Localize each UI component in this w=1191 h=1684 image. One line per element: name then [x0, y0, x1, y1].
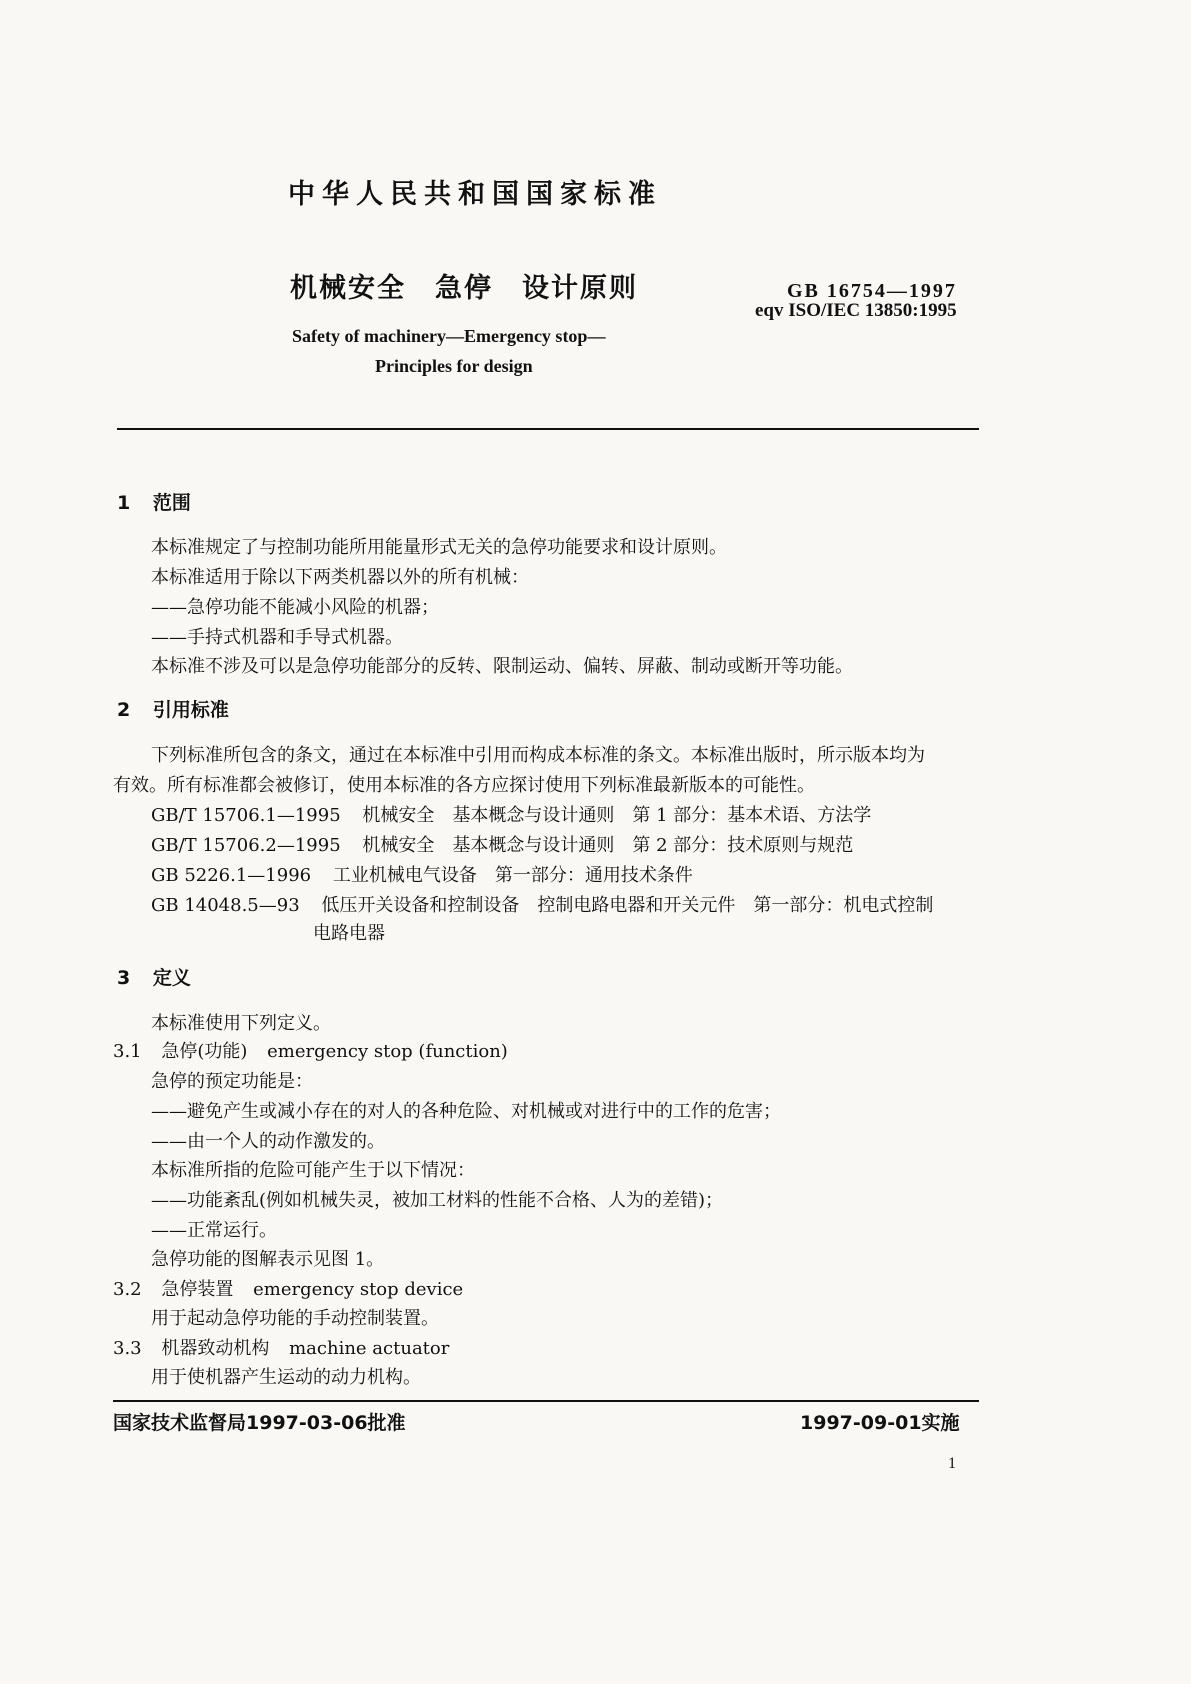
definition-line: 急停的预定功能是： [151, 1071, 313, 1092]
reference-code: GB/T 15706.1—1995 [151, 805, 341, 826]
reference-code: GB 14048.5—93 [151, 895, 300, 916]
section-title: 定义 [152, 967, 191, 989]
list-item: ——急停功能不能减小风险的机器； [151, 597, 439, 618]
reference-title: 低压开关设备和控制设备 控制电路电器和开关元件 第一部分：机电式控制 [321, 895, 934, 916]
list-item: ——手持式机器和手导式机器。 [151, 627, 403, 648]
definition-number: 3.3 [113, 1338, 142, 1359]
section-1-heading [117, 488, 191, 515]
definition-term-cn: 机器致动机构 [161, 1338, 270, 1359]
section-3-heading [117, 963, 191, 990]
section-2-heading [117, 695, 229, 722]
document-title-en-line2: Principles for design [375, 356, 533, 376]
document-title-en-line1: Safety of machinery—Emergency stop— [292, 326, 606, 346]
approval-note: 国家技术监督局1997-03-06批准 [113, 1412, 406, 1434]
reference-title: 机械安全 基本概念与设计通则 第 2 部分：技术原则与规范 [362, 835, 854, 856]
section-number: 1 [117, 492, 131, 514]
definition-line: ——避免产生或减小存在的对人的各种危险、对机械或对进行中的工作的危害； [151, 1101, 781, 1122]
paragraph: 本标准规定了与控制功能所用能量形式无关的急停功能要求和设计原则。 [151, 537, 727, 558]
section-number: 3 [117, 967, 131, 989]
reference-item [151, 860, 693, 892]
reference-item [151, 890, 933, 922]
paragraph: 本标准使用下列定义。 [151, 1013, 331, 1034]
definition-term-en: machine actuator [289, 1338, 450, 1359]
reference-item [151, 830, 853, 862]
definition-term-en: emergency stop (function) [267, 1041, 508, 1062]
definition-line: ——由一个人的动作激发的。 [151, 1131, 385, 1152]
definition-3-3-heading [113, 1333, 449, 1365]
definition-line: 用于起动急停功能的手动控制装置。 [151, 1308, 439, 1329]
section-title: 范围 [152, 492, 191, 514]
paragraph: 本标准不涉及可以是急停功能部分的反转、限制运动、偏转、屏蔽、制动或断开等功能。 [151, 656, 853, 677]
reference-code: GB/T 15706.2—1995 [151, 835, 341, 856]
definition-term-cn: 急停装置 [161, 1279, 234, 1300]
footer-divider [113, 1400, 979, 1402]
reference-title: 机械安全 基本概念与设计通则 第 1 部分：基本术语、方法学 [362, 805, 872, 826]
paragraph: 下列标准所包含的条文，通过在本标准中引用而构成本标准的条文。本标准出版时，所示版本均为 [151, 745, 925, 766]
document-title-cn: 机械安全 急停 设计原则 [290, 273, 638, 304]
header-divider [117, 428, 979, 430]
implementation-note: 1997-09-01实施 [800, 1412, 960, 1434]
definition-number: 3.2 [113, 1279, 142, 1300]
definition-term-cn: 急停(功能) [161, 1041, 248, 1062]
definition-3-1-heading [113, 1036, 508, 1068]
definition-term-en: emergency stop device [253, 1279, 464, 1300]
agency-title: 中华人民共和国国家标准 [288, 179, 662, 210]
standard-number: GB 16754—1997 [787, 280, 957, 302]
reference-code: GB 5226.1—1996 [151, 865, 312, 886]
equivalence-note: eqv ISO/IEC 13850:1995 [755, 300, 957, 321]
reference-item [151, 800, 871, 832]
reference-title-continuation: 电路电器 [313, 923, 385, 944]
definition-line: 用于使机器产生运动的动力机构。 [151, 1367, 421, 1388]
reference-title: 工业机械电气设备 第一部分：通用技术条件 [332, 865, 693, 886]
definition-line: ——正常运行。 [151, 1220, 277, 1241]
page-number: 1 [948, 1455, 956, 1472]
definition-line: ——功能紊乱(例如机械失灵，被加工材料的性能不合格、人为的差错)； [151, 1190, 724, 1211]
definition-line: 急停功能的图解表示见图 1。 [151, 1249, 385, 1270]
definition-line: 本标准所指的危险可能产生于以下情况： [151, 1160, 475, 1181]
paragraph: 本标准适用于除以下两类机器以外的所有机械： [151, 567, 529, 588]
section-title: 引用标准 [152, 699, 229, 721]
paragraph: 有效。所有标准都会被修订，使用本标准的各方应探讨使用下列标准最新版本的可能性。 [113, 775, 815, 796]
definition-3-2-heading [113, 1274, 463, 1306]
section-number: 2 [117, 699, 131, 721]
definition-number: 3.1 [113, 1041, 142, 1062]
